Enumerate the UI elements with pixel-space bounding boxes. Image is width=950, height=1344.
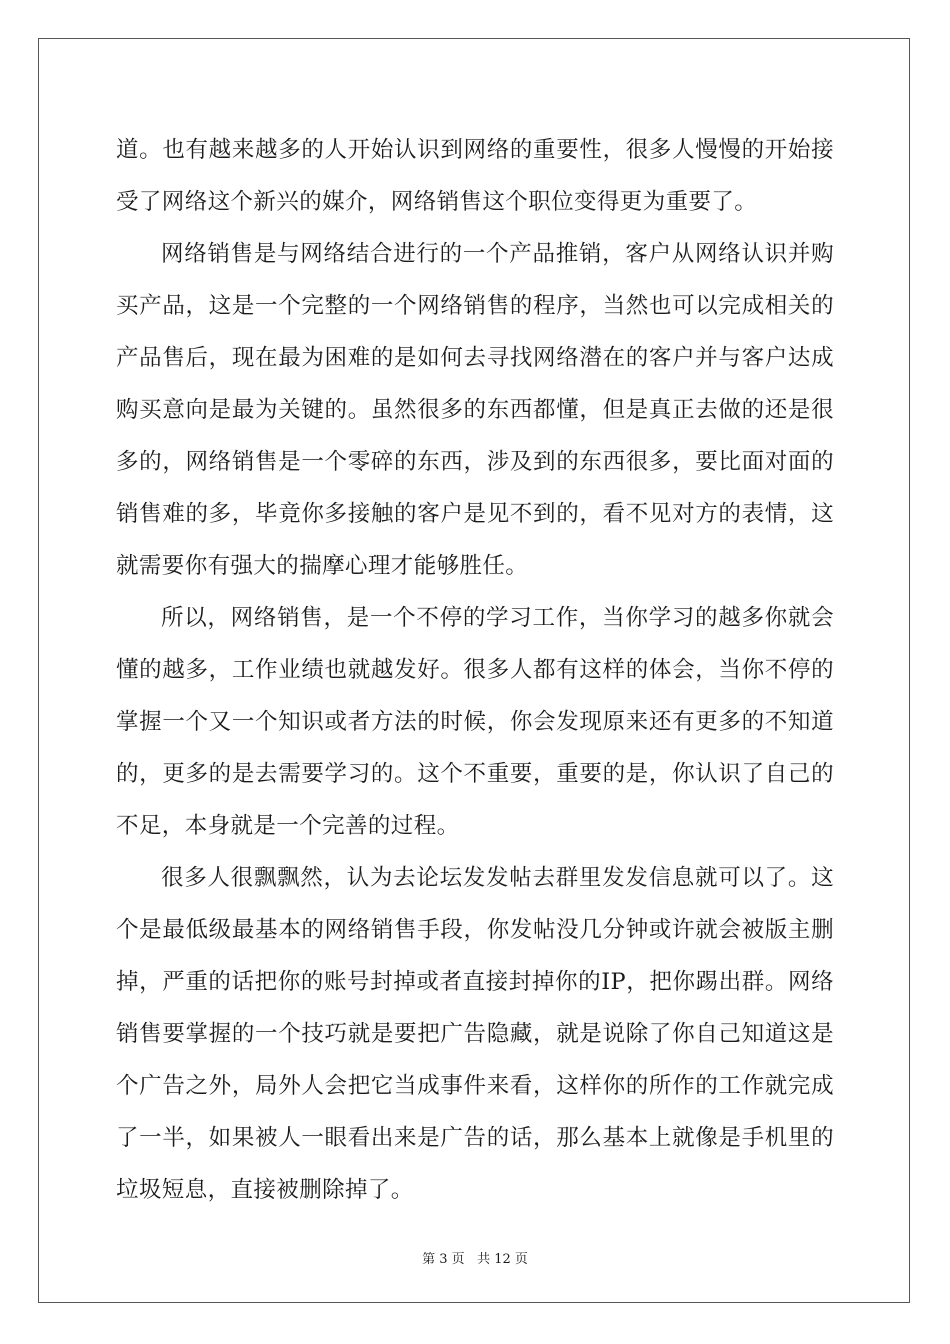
document-body bbox=[116, 124, 834, 1216]
paragraph-continued: 道。也有越来越多的人开始认识到网络的重要性，很多人慢慢的开始接受了网络这个新兴的媒介，网络销售这个职位变得更为重要了。 bbox=[116, 137, 834, 215]
paragraph: 很多人很飘飘然，认为去论坛发发帖去群里发发信息就可以了。这个是最低级最基本的网络销售手段，你发帖没几分钟或许就会被版主删掉，严重的话把你的账号封掉或者直接封掉你的IP，把你踢出群。网络销售要掌握的一个技巧就是要把广告隐藏，就是说除了你自己知道这是个广告之外，局外人会把它当成事件来看，这样你的所作的工作就完成了一半，如果被人一眼看出来是广告的话，那么基本上就像是手机里的垃圾短息，直接被删除掉了。 bbox=[116, 865, 834, 1203]
paragraph: 网络销售是与网络结合进行的一个产品推销，客户从网络认识并购买产品，这是一个完整的一个网络销售的程序，当然也可以完成相关的产品售后，现在最为困难的是如何去寻找网络潜在的客户并与客户达成购买意向是最为关键的。虽然很多的东西都懂，但是真正去做的还是很多的，网络销售是一个零碎的东西，涉及到的东西很多，要比面对面的销售难的多，毕竟你多接触的客户是见不到的，看不见对方的表情，这就需要你有强大的揣摩心理才能够胜任。 bbox=[116, 241, 834, 579]
page-number: 第 3 页 bbox=[422, 1252, 465, 1267]
page-total: 共 12 页 bbox=[477, 1252, 528, 1267]
paragraph: 所以，网络销售，是一个不停的学习工作，当你学习的越多你就会懂的越多，工作业绩也就越发好。很多人都有这样的体会，当你不停的掌握一个又一个知识或者方法的时候，你会发现原来还有更多的不知道的，更多的是去需要学习的。这个不重要，重要的是，你认识了自己的不足，本身就是一个完善的过程。 bbox=[116, 605, 834, 839]
page-footer bbox=[0, 1248, 950, 1267]
